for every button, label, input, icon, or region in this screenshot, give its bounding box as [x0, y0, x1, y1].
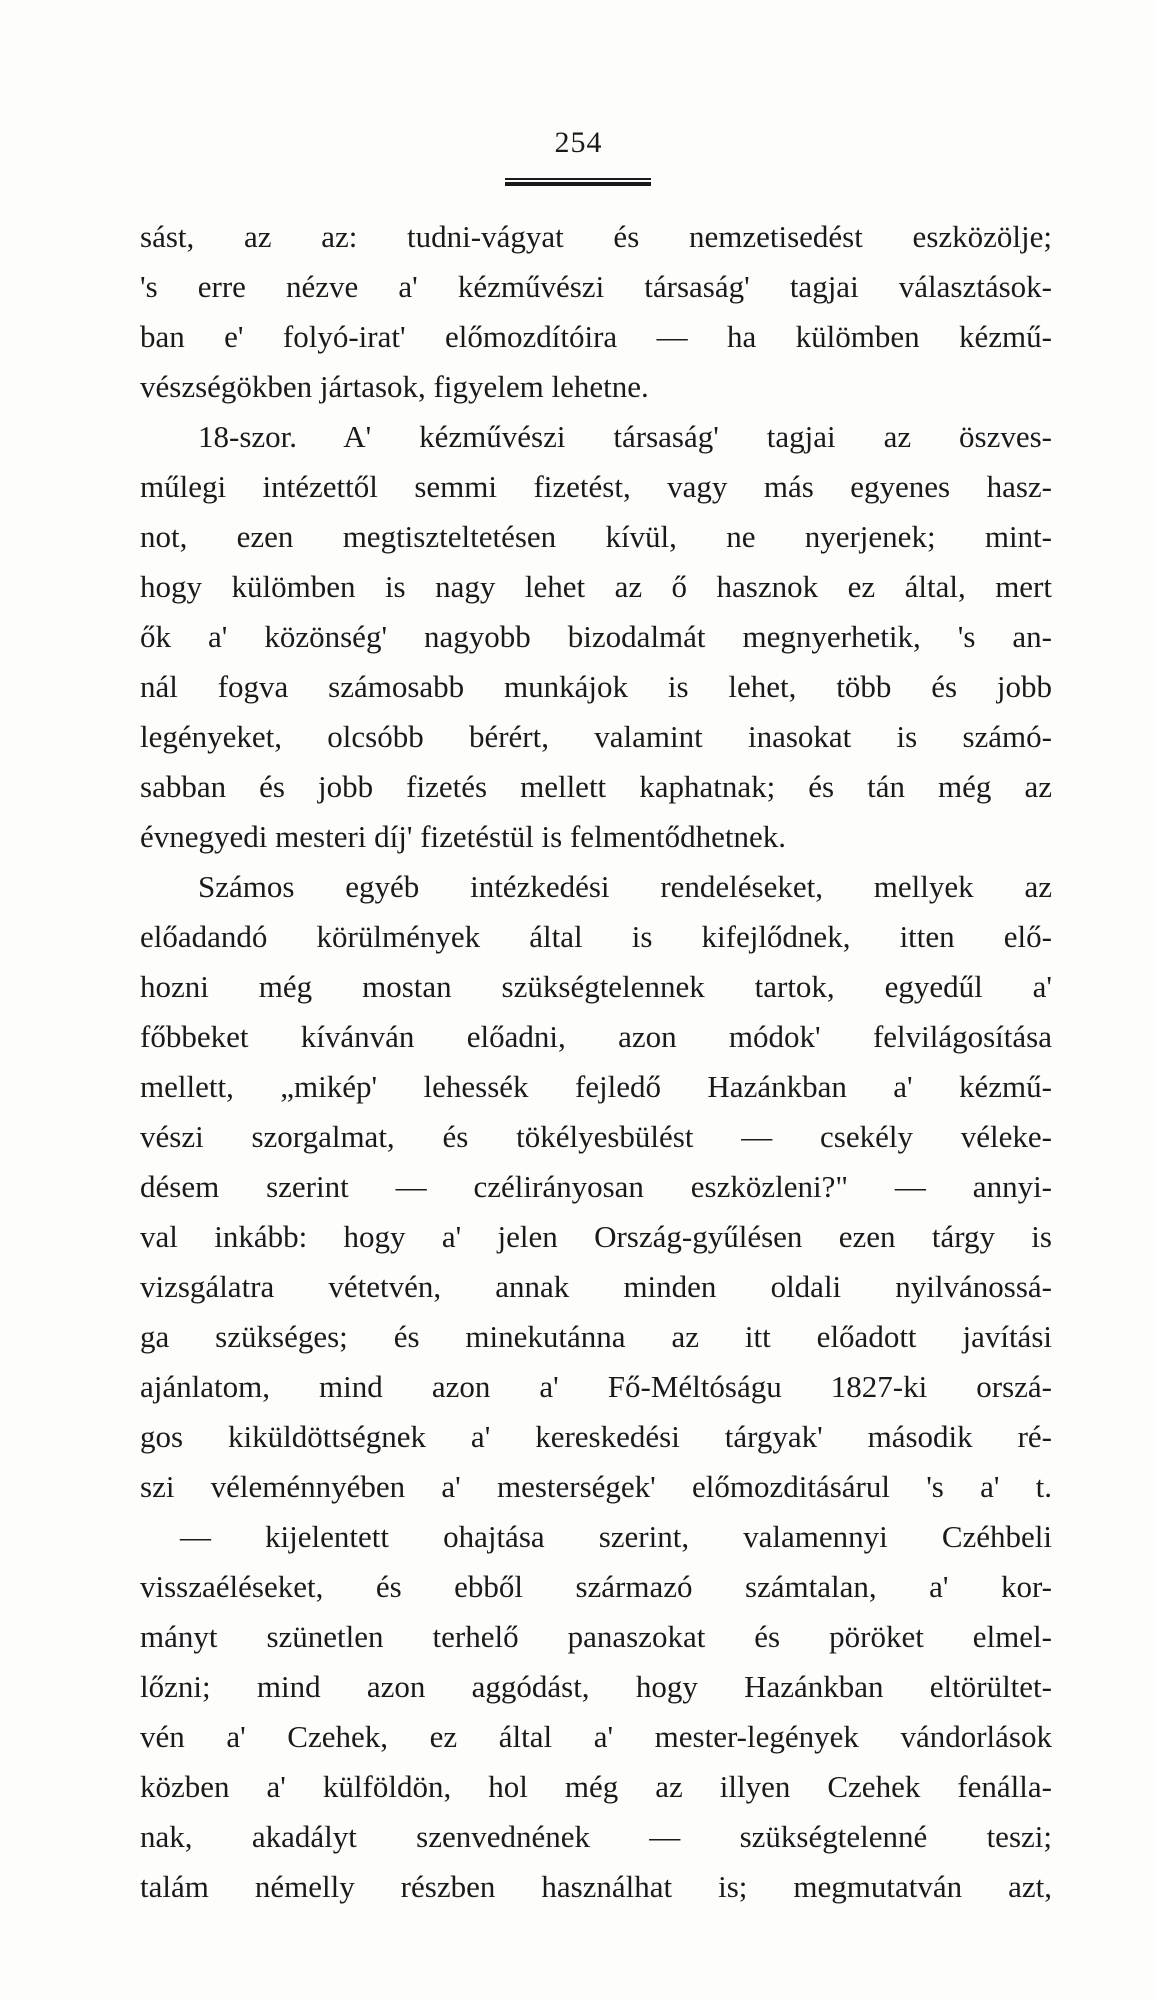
text-line: vizsgálatra vétetvén, annak minden oldali nyilvánossá-	[140, 1269, 1052, 1304]
text-line: sabban és jobb fizetés mellett kaphatnak; és tán még az	[140, 769, 1052, 804]
text-line: előadandó körülmények által is kifejlődnek, itten elő-	[140, 919, 1052, 954]
text-line: ők a' közönség' nagyobb bizodalmát megnyerhetik, 's an-	[140, 619, 1052, 654]
text-line: 's erre nézve a' kézművészi társaság' tagjai választások-	[140, 269, 1052, 304]
text-line: szi véleménnyében a' mesterségek' előmozditásárul 's a' t.	[140, 1469, 1052, 1504]
text-line: vén a' Czehek, ez által a' mester-legények vándorlások	[140, 1719, 1052, 1754]
text-line: vészségökben jártasok, figyelem lehetne.	[140, 369, 649, 404]
header-rule	[505, 178, 651, 186]
text-line: — kijelentett ohajtása szerint, valamennyi Czéhbeli	[180, 1519, 1052, 1554]
text-line: mányt szünetlen terhelő panaszokat és pöröket elmel-	[140, 1619, 1052, 1654]
header-rule-thin	[505, 178, 651, 180]
text-line: legényeket, olcsóbb bérért, valamint inasokat is számó-	[140, 719, 1052, 754]
text-line: mellett, „mikép' lehessék fejledő Hazánkban a' kézmű-	[140, 1069, 1052, 1104]
text-line: főbbeket kívánván előadni, azon módok' felvilágosítása	[140, 1019, 1052, 1054]
text-line: sást, az az: tudni-vágyat és nemzetisedést eszközölje;	[140, 219, 1052, 254]
text-line: hogy külömben is nagy lehet az ő hasznok ez által, mert	[140, 569, 1052, 604]
text-line: not, ezen megtiszteltetésen kívül, ne nyerjenek; mint-	[140, 519, 1052, 554]
text-line: talám némelly részben használhat is; megmutatván azt,	[140, 1869, 1052, 1904]
text-line: lőzni; mind azon aggódást, hogy Hazánkban eltörültet-	[140, 1669, 1052, 1704]
text-line: 18-szor. A' kézművészi társaság' tagjai az öszves-	[198, 419, 1052, 454]
text-line: közben a' külföldön, hol még az illyen Czehek fenálla-	[140, 1769, 1052, 1804]
text-line: val inkább: hogy a' jelen Ország-gyűlésen ezen tárgy is	[140, 1219, 1052, 1254]
header-rule-thick	[505, 182, 651, 186]
text-line: ajánlatom, mind azon a' Fő-Méltóságu 1827-ki orszá-	[140, 1369, 1052, 1404]
text-line: Számos egyéb intézkedési rendeléseket, mellyek az	[198, 869, 1052, 904]
text-line: vészi szorgalmat, és tökélyesbülést — csekély véleke-	[140, 1119, 1052, 1154]
page-number: 254	[554, 126, 603, 159]
text-line: nál fogva számosabb munkájok is lehet, több és jobb	[140, 669, 1052, 704]
text-line: műlegi intézettől semmi fizetést, vagy más egyenes hasz-	[140, 469, 1052, 504]
text-line: ban e' folyó-irat' előmozdítóira — ha külömben kézmű-	[140, 319, 1052, 354]
text-line: désem szerint — czélirányosan eszközleni?" — annyi-	[140, 1169, 1052, 1204]
text-line: nak, akadályt szenvednének — szükségtelenné teszi;	[140, 1819, 1052, 1854]
text-line: ga szükséges; és minekutánna az itt előadott javítási	[140, 1319, 1052, 1354]
text-line: gos kiküldöttségnek a' kereskedési tárgyak' második ré-	[140, 1419, 1052, 1454]
text-line: évnegyedi mesteri díj' fizetéstül is felmentődhetnek.	[140, 819, 787, 854]
text-line: hozni még mostan szükségtelennek tartok, egyedűl a'	[140, 969, 1052, 1004]
body-text	[140, 212, 1052, 1912]
text-line: visszaéléseket, és ebből származó számtalan, a' kor-	[140, 1569, 1052, 1604]
